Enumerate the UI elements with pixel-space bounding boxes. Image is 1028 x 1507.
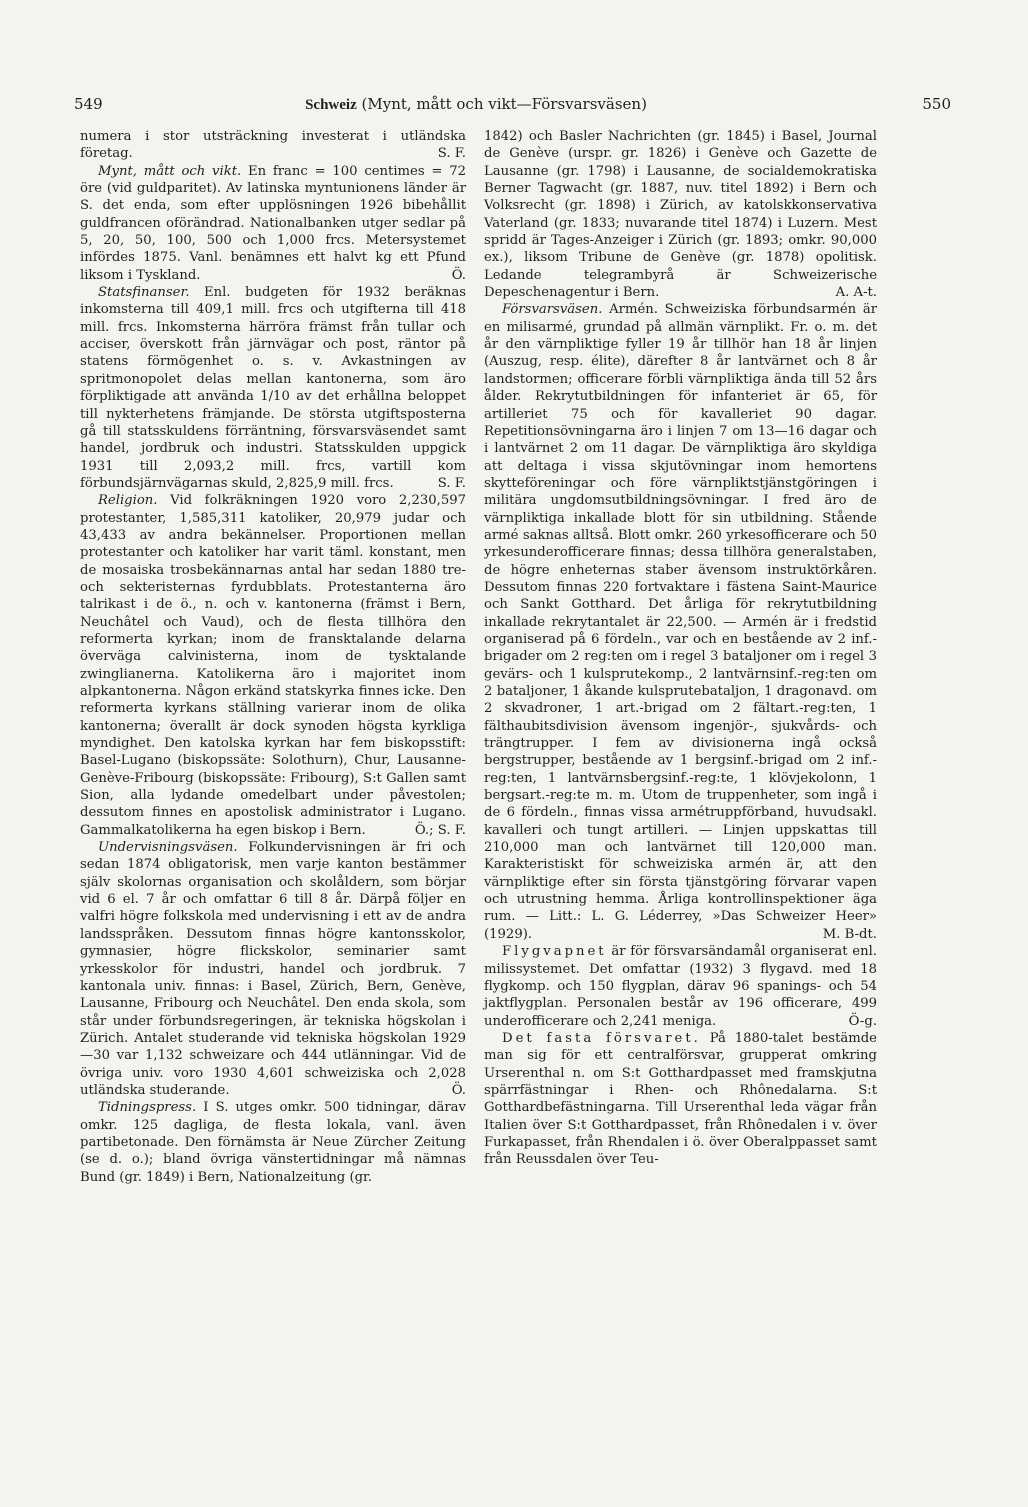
section-heading: Tidningspress.	[98, 1100, 197, 1116]
paragraph: Religion. Vid folkräkningen 1920 voro 2,230,597 protestanter, 1,585,311 katoliker, 20,979 judar och 43,433 av andra bekännelser. Proportionen mellan protestanter och katoliker har varit täml. konstant, men de mosaiska trosbekännarnas antal har sedan 1880 tre- och sekteristernas fyrdubblats. Protestanterna äro talrikast i de ö., n. och v. kantonerna (främst i Bern, Neuchâtel och Vaud), och de flesta tillhöra den reformerta kyrkan; inom de fransktalande delarna överväga calvinisterna, inom de tysktalande zwinglianerna. Katolikerna äro i majoritet inom alpkantonerna. Någon erkänd statskyrka finnes icke. Den reformerta kyrkans ställning varierar inom de olika kantonerna; överallt är dock synoden högsta kyrkliga myndighet. Den katolska kyrkan har fem biskopsstift: Basel-Lugano (biskopssäte: Solothurn), Chur, Lausanne-Genève-Fribourg (biskopssäte: Fribourg), S:t Gallen samt Sion, alla lydande omedelbart under påvestolen; dessutom finnes en apostolisk administrator i Lugano. Gammalkatolikerna ha egen biskop i Bern. Ö.; S. F.	[80, 493, 466, 838]
page-number-left: 549	[74, 95, 103, 113]
paragraph: Statsfinanser. Enl. budgeten för 1932 beräknas inkomsterna till 409,1 mill. frcs och utgifterna till 418 mill. frcs. Inkomsterna härröra främst från tullar och acciser, överskott från järnvägar och post, räntor på statens förmögenhet o. s. v. Avkastningen av spritmonopolet delas mellan kantonerna, som äro förpliktigade att använda 1/10 av det erhållna beloppet till nykterhetens främjande. De största utgiftsposterna gå till statsskuldens förräntning, försvarsväsendet samt handel, jordbruk och industri. Statsskulden uppgick 1931 till 2,093,2 mill. frcs, vartill kom förbundsjärnvägarnas skuld, 2,825,9 mill. frcs. S. F.	[80, 285, 466, 491]
paragraph: Flygvapnet är för försvarsändamål organiserat enl. milissystemet. Det omfattar (1932) 3 flygavd. med 18 flygkomp. och 150 flygplan, därav 96 spanings- och 54 jaktflygplan. Personalen består av 196 officerare, 499 underofficerare och 2,241 meniga. Ö-g.	[484, 944, 877, 1029]
signature: S. F.	[437, 475, 466, 491]
signature: S. F.	[437, 146, 466, 162]
section-heading: Försvarsväsen.	[502, 302, 603, 318]
paragraph: Tidningspress. I S. utges omkr. 500 tidningar, därav omkr. 125 dagliga, de flesta lokala, vanl. även partibetonade. Den förnämsta är Neue Zürcher Zeitung (se d. o.); bland övriga vänstertidningar må nämnas Bund (gr. 1849) i Bern, Nationalzeitung (gr.	[80, 1100, 466, 1185]
page-header	[74, 95, 951, 119]
running-title	[74, 95, 878, 114]
paragraph: Det fasta försvaret. På 1880-talet bestämde man sig för ett centralförsvar, grupperat omkring Urserenthal n. om S:t Gotthardpasset med framskjutna spärrfästningar i Rhen- och Rhônedalarna. S:t Gotthardbefästningarna. Till Urserenthal leda vägar från Italien över S:t Gotthardpasset, från Rhônedalen i v. över Furkapasset, från Rhendalen i ö. över Oberalppasset samt från Reussdalen över Teu-	[484, 1030, 877, 1168]
paragraph: 1842) och Basler Nachrichten (gr. 1845) i Basel, Journal de Genève (urspr. gr. 1826) i Genève och Gazette de Lausanne (gr. 1798) i Lausanne, de socialdemokratiska Berner Tagwacht (gr. 1887, nuv. titel 1892) i Bern och Volksrecht (gr. 1898) i Zürich, av katolskkonservativa Vaterland (gr. 1833; nuvarande titel 1874) i Luzern. Mest spridd är Tages-Anzeiger i Zürich (gr. 1893; omkr. 90,000 ex.), liksom Tribune de Genève (gr. 1878) opolitisk. Ledande telegrambyrå är Schweizerische Depeschenagentur i Bern. A. A-t.	[484, 129, 877, 301]
section-heading: Det fasta försvaret.	[502, 1030, 701, 1046]
signature: Ö.	[451, 267, 466, 283]
page-number-right: 550	[922, 95, 951, 113]
running-title-rest: (Mynt, mått och vikt—Försvarsväsen)	[356, 95, 647, 113]
section-heading: Undervisningsväsen.	[98, 840, 238, 856]
signature: Ö-g.	[848, 1013, 877, 1029]
paragraph: Försvarsväsen. Armén. Schweiziska förbundsarmén är en milisarmé, grundad på allmän värnplikt. Fr. o. m. det år den värnpliktige fyller 19 år tillhör han 18 år linjen (Auszug, resp. élite), därefter 8 år lantvärnet och 8 år landstormen; officerare förbli värnpliktiga ända till 52 års ålder. Rekrytutbildningen för infanteriet är 65, för artilleriet 75 och för kavalleriet 90 dagar. Repetitionsövningarna äro i linjen 7 om 13—16 dagar och i lantvärnet 2 om 11 dagar. De värnpliktiga äro skyldiga att deltaga i vissa skjutövningar inom hemortens skytteföreningar och före värnpliktstjänstgöringen i militära ungdomsutbildningsövningar. I fred äro de värnpliktiga inkallade blott för sin utbildning. Stående armé saknas alltså. Blott omkr. 260 yrkesofficerare och 50 yrkesunderofficerare finnas; dessa tillhöra generalstaben, de högre enheternas staber ävensom instruktörkåren. Dessutom finnas 220 fortvaktare i fästena Saint-Maurice och Sankt Gotthard. Det årliga för rekrytutbildning inkallade rekrytantalet är 22,500. — Armén är i fredstid organiserad på 6 fördeln., var och en bestående av 2 inf.-brigader om 2 reg:ten om i regel 3 bataljoner om i regel 3 gevärs- och 1 kulsprutekomp., 2 lantvärnsinf.-reg:ten om 2 bataljoner, 1 åkande kulsprutebataljon, 1 dragonavd. om 2 skvadroner, 1 art.-brigad om 2 fältart.-reg:ten, 1 fälthaubitsdivision ävensom ingenjör-, sjukvårds- och trängtrupper. I fem av divisionerna ingå också bergstrupper, bestående av 1 bergsinf.-brigad om 2 inf.-reg:ten, 1 lantvärnsbergsinf.-reg:te, 1 klövjekolonn, 1 bergsart.-reg:te m. m. Utom de truppenheter, som ingå i de 6 fördeln., finnas vissa armétruppförband, huvudsakl. kavalleri och tungt artilleri. — Linjen uppskattas till 210,000 man och lantvärnet till 120,000 man. Karakteristiskt för schweiziska armén är, att den värnpliktige efter sin första tjänstgöring förvarar vapen och utrustning hemma. Årliga kontrollinspektioner äga rum. — Litt.: L. G. Léderrey, »Das Schweizer Heer» (1929). M. B-dt.	[484, 302, 877, 942]
paragraph: numera i stor utsträckning investerat i utländska företag. S. F.	[80, 129, 466, 162]
signature: Ö.	[451, 1082, 466, 1098]
left-column	[80, 128, 466, 1186]
section-heading: Mynt, mått och vikt.	[98, 163, 242, 179]
paragraph: Mynt, mått och vikt. En franc = 100 centimes = 72 öre (vid guldparitet). Av latinska myntunionens länder är S. det enda, som efter upplösningen 1926 bibehållit guldfrancen oförändrad. Nationalbanken utger sedlar på 5, 20, 50, 100, 500 och 1,000 frcs. Metersystemet infördes 1875. Vanl. benämnes ett halvt kg ett Pfund liksom i Tyskland. Ö.	[80, 163, 467, 283]
section-heading: Statsfinanser.	[98, 285, 190, 301]
section-heading: Religion.	[98, 493, 158, 509]
running-title-bold: Schweiz	[305, 97, 357, 113]
signature: A. A-t.	[835, 285, 877, 301]
signature: Ö.; S. F.	[414, 822, 466, 838]
signature: M. B-dt.	[822, 926, 877, 942]
section-heading: Flygvapnet	[502, 944, 607, 960]
paragraph: Undervisningsväsen. Folkundervisningen är fri och sedan 1874 obligatorisk, men varje kanton bestämmer själv skolornas organisation och skolåldern, som börjar vid 6 el. 7 år och omfattar 6 till 8 år. Därpå följer en valfri högre folkskola med undervisning i ett av de andra landsspråken. Dessutom finnas högre kantonsskolor, gymnasier, högre flickskolor, seminarier samt yrkesskolor för industri, handel och jordbruk. 7 kantonala univ. finnas: i Basel, Zürich, Bern, Genève, Lausanne, Fribourg och Neuchâtel. Den enda skola, som står under förbundsregeringen, är tekniska högskolan i Zürich. Antalet studerande vid tekniska högskolan 1929—30 var 1,132 schweizare och 444 utlänningar. Vid de övriga univ. voro 1930 4,601 schweiziska och 2,028 utländska studerande. Ö.	[80, 840, 466, 1098]
right-column	[484, 128, 877, 1169]
